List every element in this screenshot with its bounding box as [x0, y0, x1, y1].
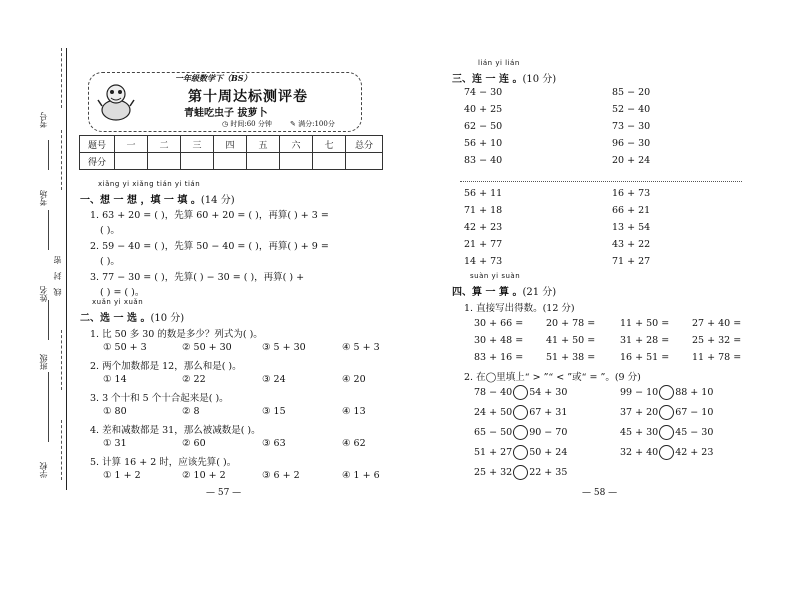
dotted-divider	[460, 181, 742, 182]
match-left-item[interactable]: 56 + 11	[464, 188, 503, 199]
section2-title: 二、选 一 选 。	[80, 313, 151, 324]
binding-dash	[61, 130, 62, 190]
time-text: 时间:60 分钟	[230, 120, 272, 128]
compare-circle[interactable]	[659, 445, 674, 460]
score-input-cell[interactable]	[280, 153, 313, 170]
compare-item	[474, 425, 567, 440]
match-left-item[interactable]: 21 + 77	[464, 239, 503, 250]
choice-option[interactable]: ① 31	[103, 438, 127, 449]
section4-title: 四、算 一 算 。	[452, 287, 523, 298]
score-input-cell[interactable]	[181, 153, 214, 170]
section2-heading	[80, 309, 184, 324]
question-text: 4. 差和减数都是 31，那么被减数是( )。	[90, 425, 261, 436]
side-label-seal-mi: 密	[53, 256, 62, 264]
section3-title: 三、连 一 连 。	[452, 74, 523, 85]
section1-title: 一、想 一 想 ，填 一 填 。	[80, 195, 201, 206]
calc-item[interactable]: 31 + 28 =	[620, 335, 670, 346]
calc-item[interactable]: 30 + 66 =	[474, 318, 524, 329]
side-label-seal-xian: 线	[53, 288, 62, 296]
match-right-item[interactable]: 73 − 30	[612, 121, 651, 132]
match-right-item[interactable]: 96 − 30	[612, 138, 651, 149]
section3-points: (10 分)	[522, 74, 557, 85]
match-left-item[interactable]: 62 − 50	[464, 121, 503, 132]
choice-option[interactable]: ② 22	[182, 374, 206, 385]
calc-item[interactable]: 51 + 38 =	[546, 352, 596, 363]
compare-item	[620, 405, 713, 420]
compare-right: 67 + 31	[529, 407, 568, 418]
compare-circle[interactable]	[513, 465, 528, 480]
choice-option[interactable]: ① 50 + 3	[103, 342, 147, 353]
question-text: ( )。	[100, 256, 120, 267]
choice-option[interactable]: ④ 62	[342, 438, 366, 449]
section2-points: (10 分)	[150, 313, 185, 324]
side-label-name: 姓名	[39, 286, 48, 302]
score-table	[79, 135, 383, 170]
section3-pinyin: lián yi lián	[478, 59, 520, 67]
score-input-cell[interactable]	[346, 153, 383, 170]
match-left-item[interactable]: 83 − 40	[464, 155, 503, 166]
match-right-item[interactable]: 20 + 24	[612, 155, 651, 166]
compare-left: 78 − 40	[474, 387, 513, 398]
section4-points: (21 分)	[522, 287, 557, 298]
match-left-item[interactable]: 71 + 18	[464, 205, 503, 216]
calc-item[interactable]: 27 + 40 =	[692, 318, 742, 329]
score-info	[290, 119, 335, 129]
compare-circle[interactable]	[513, 385, 528, 400]
match-right-item[interactable]: 43 + 22	[612, 239, 651, 250]
score-table-cell: 三	[181, 136, 214, 153]
choice-option[interactable]: ④ 13	[342, 406, 366, 417]
calc-item[interactable]: 16 + 51 =	[620, 352, 670, 363]
choice-option[interactable]: ④ 1 + 6	[342, 470, 380, 481]
score-input-cell[interactable]	[115, 153, 148, 170]
binding-line	[66, 48, 67, 490]
compare-circle[interactable]	[513, 425, 528, 440]
question-text: 3. 3 个十和 5 个十合起来是( )。	[90, 393, 229, 404]
side-label-seal-feng: 封	[53, 272, 62, 280]
side-fill-line	[48, 372, 49, 442]
question-text: 1. 比 50 多 30 的数是多少？列式为( )。	[90, 329, 263, 340]
calc-item[interactable]: 41 + 50 =	[546, 335, 596, 346]
question-text: 1. 63 + 20 = ( )，先算 60 + 20 = ( )，再算( ) + 3 =	[90, 210, 329, 221]
score-table-header-row	[80, 136, 383, 153]
score-table-cell: 题号	[80, 136, 115, 153]
question-text: 5. 计算 16 + 2 时，应该先算( )。	[90, 457, 237, 468]
compare-left: 99 − 10	[620, 387, 659, 398]
score-input-cell[interactable]	[148, 153, 181, 170]
compare-circle[interactable]	[659, 405, 674, 420]
score-input-cell[interactable]	[214, 153, 247, 170]
side-fill-line	[48, 300, 49, 340]
calc-item[interactable]: 11 + 78 =	[692, 352, 742, 363]
choice-option[interactable]: ① 80	[103, 406, 127, 417]
score-input-cell[interactable]	[247, 153, 280, 170]
calc-item[interactable]: 83 + 16 =	[474, 352, 524, 363]
clock-icon: ◷	[222, 120, 229, 128]
match-right-item[interactable]: 71 + 27	[612, 256, 651, 267]
page-title: 第十周达标测评卷	[188, 89, 308, 105]
compare-left: 25 + 32	[474, 467, 513, 478]
section1-points: (14 分)	[200, 195, 235, 206]
binding-dash	[61, 330, 62, 390]
compare-left: 45 + 30	[620, 427, 659, 438]
question-text: 2. 59 − 40 = ( )，先算 50 − 40 = ( )，再算( ) + 9 =	[90, 241, 329, 252]
calc-item[interactable]: 20 + 78 =	[546, 318, 596, 329]
compare-item	[474, 405, 567, 420]
score-table-score-row	[80, 153, 383, 170]
compare-circle[interactable]	[513, 405, 528, 420]
choice-option[interactable]: ① 1 + 2	[103, 470, 141, 481]
compare-right: 67 − 10	[675, 407, 714, 418]
subquestion-text: 1. 直接写出得数。(12 分)	[464, 303, 575, 314]
score-table-cell: 七	[313, 136, 346, 153]
compare-item	[620, 445, 713, 460]
question-text: ( )。	[100, 225, 120, 236]
side-label-exam-no: 考号	[39, 112, 48, 128]
choice-option[interactable]: ③ 63	[262, 438, 286, 449]
match-right-item[interactable]: 85 − 20	[612, 87, 651, 98]
score-table-cell: 总分	[346, 136, 383, 153]
score-table-cell: 二	[148, 136, 181, 153]
score-text: 满分:100分	[298, 120, 335, 128]
compare-right: 42 + 23	[675, 447, 714, 458]
compare-item	[620, 385, 713, 400]
section3-heading	[452, 70, 556, 85]
choice-option[interactable]: ② 50 + 30	[182, 342, 232, 353]
calc-item[interactable]: 11 + 50 =	[620, 318, 670, 329]
compare-left: 37 + 20	[620, 407, 659, 418]
score-table-cell: 得分	[80, 153, 115, 170]
question-text: 2. 两个加数都是 12，那么和是( )。	[90, 361, 242, 372]
subquestion-text: 2. 在◯里填上“ > ”“ < ”或“ = ”。(9 分)	[464, 372, 641, 383]
choice-option[interactable]: ③ 15	[262, 406, 286, 417]
section4-heading	[452, 283, 556, 298]
side-label-class: 班级	[39, 354, 48, 370]
choice-option[interactable]: ② 10 + 2	[182, 470, 226, 481]
match-left-item[interactable]: 14 + 73	[464, 256, 503, 267]
score-table-cell: 六	[280, 136, 313, 153]
compare-right: 90 − 70	[529, 427, 568, 438]
compare-circle[interactable]	[659, 425, 674, 440]
frog-mascot-icon	[96, 80, 136, 122]
compare-item	[474, 385, 567, 400]
section1-pinyin: xiǎng yi xiǎng tián yi tián	[98, 180, 201, 188]
pencil-icon: ✎	[290, 120, 296, 128]
calc-item[interactable]: 25 + 32 =	[692, 335, 742, 346]
section4-pinyin: suàn yi suàn	[470, 272, 521, 280]
compare-left: 24 + 50	[474, 407, 513, 418]
score-table-cell: 五	[247, 136, 280, 153]
match-right-item[interactable]: 66 + 21	[612, 205, 651, 216]
page-number-right: — 58 —	[582, 488, 618, 498]
series-label: 一年级数学下（BS）	[175, 73, 252, 83]
compare-right: 54 + 30	[529, 387, 568, 398]
choice-option[interactable]: ② 60	[182, 438, 206, 449]
section2-pinyin: xuǎn yi xuǎn	[92, 298, 144, 306]
binding-dash	[61, 48, 62, 108]
score-table-cell: 四	[214, 136, 247, 153]
side-fill-line	[48, 140, 49, 170]
compare-circle[interactable]	[513, 445, 528, 460]
compare-left: 32 + 40	[620, 447, 659, 458]
side-fill-line	[48, 210, 49, 250]
compare-left: 65 − 50	[474, 427, 513, 438]
match-left-item[interactable]: 56 + 10	[464, 138, 503, 149]
score-table-cell: 一	[115, 136, 148, 153]
compare-left: 51 + 27	[474, 447, 513, 458]
match-right-item[interactable]: 52 − 40	[612, 104, 651, 115]
match-right-item[interactable]: 16 + 73	[612, 188, 651, 199]
match-left-item[interactable]: 42 + 23	[464, 222, 503, 233]
compare-right: 22 + 35	[529, 467, 568, 478]
compare-right: 50 + 24	[529, 447, 568, 458]
page-number-left: — 57 —	[206, 488, 242, 498]
calc-item[interactable]: 30 + 48 =	[474, 335, 524, 346]
compare-item	[474, 445, 567, 460]
side-label-exam-room: 考场	[39, 190, 48, 206]
choice-option[interactable]: ④ 20	[342, 374, 366, 385]
choice-option[interactable]: ① 14	[103, 374, 127, 385]
side-label-school: 学校	[39, 462, 48, 478]
compare-right: 88 + 10	[675, 387, 714, 398]
page-subtitle: 青蛙吃虫子 拔萝卜	[184, 108, 268, 119]
match-left-item[interactable]: 74 − 30	[464, 87, 503, 98]
time-info	[222, 119, 272, 129]
question-text: 3. 77 − 30 = ( )，先算( ) − 30 = ( )，再算( ) +	[90, 272, 305, 283]
section1-heading	[80, 191, 235, 206]
choice-option[interactable]: ② 8	[182, 406, 200, 417]
binding-dash	[61, 420, 62, 480]
match-right-item[interactable]: 13 + 54	[612, 222, 651, 233]
compare-item	[474, 465, 567, 480]
choice-option[interactable]: ③ 6 + 2	[262, 470, 300, 481]
score-input-cell[interactable]	[313, 153, 346, 170]
choice-option[interactable]: ④ 5 + 3	[342, 342, 380, 353]
match-left-item[interactable]: 40 + 25	[464, 104, 503, 115]
compare-circle[interactable]	[659, 385, 674, 400]
choice-option[interactable]: ③ 24	[262, 374, 286, 385]
compare-item	[620, 425, 713, 440]
compare-right: 45 − 30	[675, 427, 714, 438]
choice-option[interactable]: ③ 5 + 30	[262, 342, 306, 353]
question-text: ( ) = ( )。	[100, 287, 145, 298]
